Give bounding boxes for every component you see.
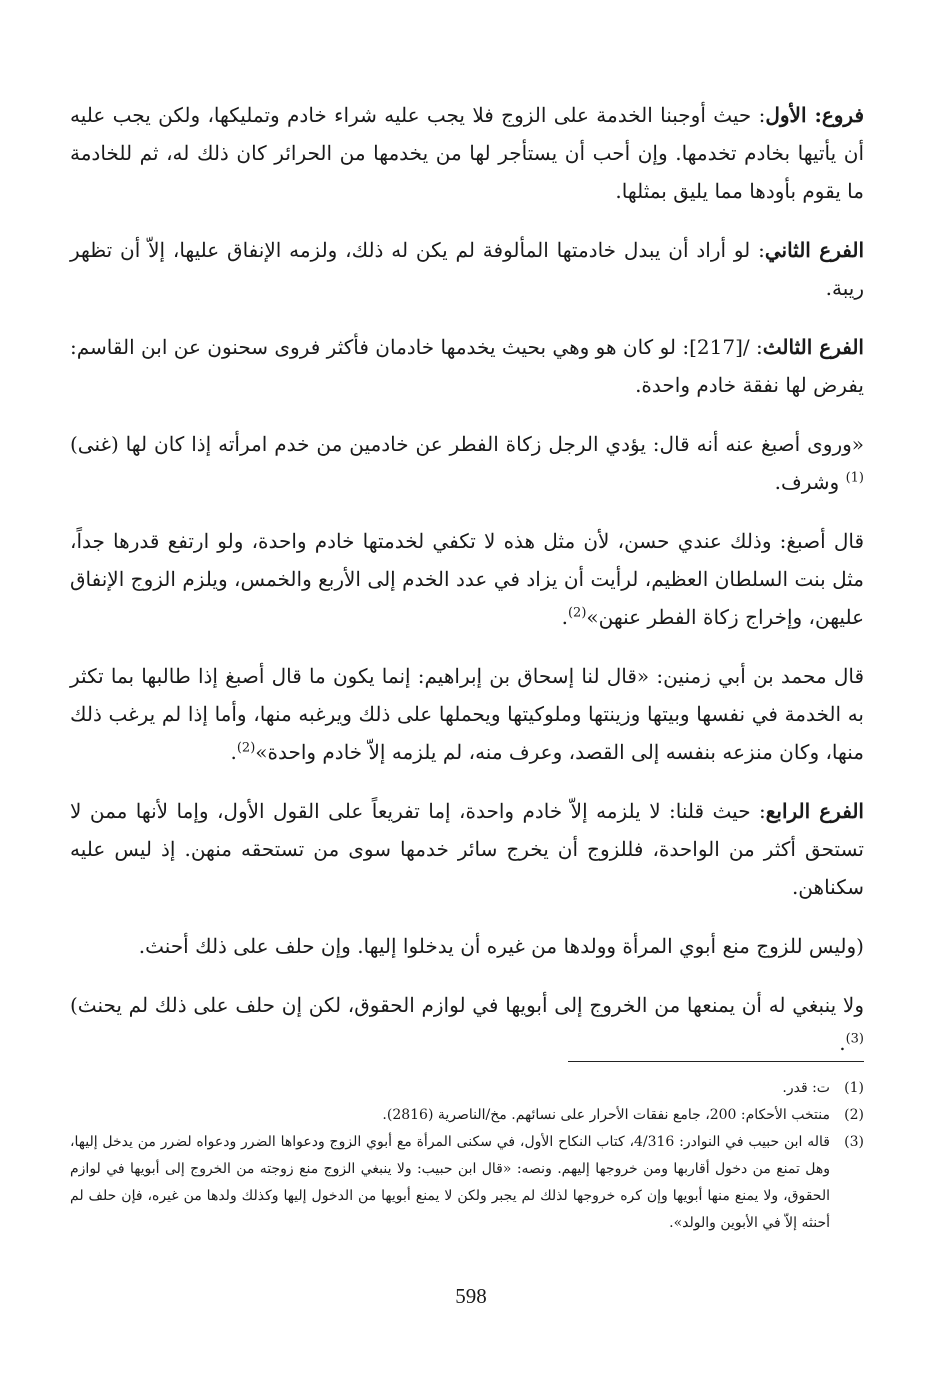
paragraph-text: : حيث أوجبنا الخدمة على الزوج فلا يجب عليه شراء خادم وتمليكها، ولكن يجب عليه أن يأتيها بخادم تخدمها. وإن أحب أن يستأجر لها من يخدمها من الحرائر كان ذلك له، ثم للخادمة ما يقوم بأودها مما يليق بمثلها. [70, 103, 864, 203]
footnote-text: ت: قدر. [782, 1080, 830, 1096]
footnote-number: (2) [844, 1107, 864, 1123]
section-heading: الفرع الثالث [762, 335, 864, 359]
paragraph [70, 657, 864, 771]
footnote-reference[interactable]: (2) [567, 605, 587, 621]
footnote-text: منتخب الأحكام: 200، جامع نفقات الأحرار على نسائهم. مخ/الناصرية (2816). [382, 1107, 830, 1123]
footnote-text: قاله ابن حبيب في النوادر: 4/316، كتاب النكاح الأول، في سكنى المرأة مع أبوي الزوج ودعواها الضرر ودعواه لضرر من يدخل إليها، وهل تمنع من دخول أقاربها ومن خروجها إليهم. ونصه: «قال ابن حبيب: ولا ينبغي الزوج منع زوجته من الخروج إلى أبويها في لوازم الحقوق، ولا يمنع منها أبويها وإن كره خروجها لذلك لم يجبر ولكن لا يمنع أبويها من الدخول إليها وكذلك ولدها من غيره، فإن حلف لم أحنثه إلاّ في الأبوين والولد». [70, 1134, 830, 1231]
paragraph-tail: . [561, 605, 568, 629]
paragraph-text: قال محمد بن أبي زمنين: «قال لنا إسحاق بن إبراهيم: إنما يكون ما قال أصبغ إذا طالبها بما تكثر به الخدمة في نفسها وبيتها وزينتها وملوكيتها ويحملها على ذلك ويرغبه منها، وأما إذا لم يرغب ذلك منها، وكان منزعه بنفسه إلى القصد، وعرف منه، لم يلزمه إلاّ خادم واحدة» [70, 664, 864, 764]
section-heading: الفرع الرابع [765, 799, 864, 823]
footnote-reference[interactable]: (2) [236, 740, 256, 756]
section-heading: الفرع الثاني [764, 238, 864, 262]
paragraph-tail: وشرف. [774, 470, 846, 494]
paragraph [70, 328, 864, 404]
footnotes [70, 1075, 864, 1237]
paragraph-text: : حيث قلنا: لا يلزمه إلاّ خادم واحدة، إما تفريعاً على القول الأول، وإما لأنها ممن لا تستحق أكثر من الواحدة، فللزوج أن يخرج سائر خدمها سوى من تستحقه منهن. إذ ليس عليه سكناهن. [70, 799, 864, 899]
paragraph-text: (وليس للزوج منع أبوي المرأة وولدها من غيره أن يدخلوا إليها. وإن حلف على ذلك أحنث. [138, 934, 864, 958]
paragraph [70, 792, 864, 906]
footnote-number: (3) [844, 1134, 864, 1150]
paragraph-tail: . [230, 740, 237, 764]
section-heading: فروع: الأول [765, 103, 865, 127]
paragraph [70, 927, 864, 965]
footnote-number: (1) [844, 1080, 864, 1096]
paragraph-text: «وروى أصبغ عنه أنه قال: يؤدي الرجل زكاة الفطر عن خادمين من خدم امرأته إذا كان لها (غنى) [70, 432, 864, 456]
paragraph-tail: . [839, 1031, 846, 1055]
main-text [70, 96, 864, 1062]
paragraph [70, 231, 864, 307]
footnote [70, 1075, 864, 1102]
footnote-reference[interactable]: (3) [845, 1031, 864, 1047]
footnote-reference[interactable]: (1) [845, 470, 864, 486]
paragraph-text: : /[217]: لو كان هو وهي بحيث يخدمها خادمان فأكثر فروى سحنون عن ابن القاسم: يفرض لها نفقة خادم واحدة. [70, 335, 864, 397]
paragraph [70, 986, 864, 1062]
paragraph-text: : لو أراد أن يبدل خادمتها المألوفة لم يكن له ذلك، ولزمه الإنفاق عليها، إلاّ أن تظهر ريبة. [70, 238, 864, 300]
footnote [70, 1129, 864, 1237]
paragraph-text: قال أصبغ: وذلك عندي حسن، لأن مثل هذه لا تكفي لخدمتها خادم واحدة، ولو ارتفع قدرها جداً، مثل بنت السلطان العظيم، لرأيت أن يزاد في عدد الخدم إلى الأربع والخمس، ويلزم الزوج الإنفاق عليهن، وإخراج زكاة الفطر عنهن» [70, 529, 864, 629]
paragraph [70, 522, 864, 636]
paragraph [70, 425, 864, 501]
footnote [70, 1102, 864, 1129]
page-number: 598 [455, 1284, 487, 1308]
paragraph-text: ولا ينبغي له أن يمنعها من الخروج إلى أبويها في لوازم الحقوق، لكن إن حلف على ذلك لم يحنث) [70, 993, 864, 1017]
footnote-divider [568, 1061, 864, 1062]
paragraph [70, 96, 864, 210]
